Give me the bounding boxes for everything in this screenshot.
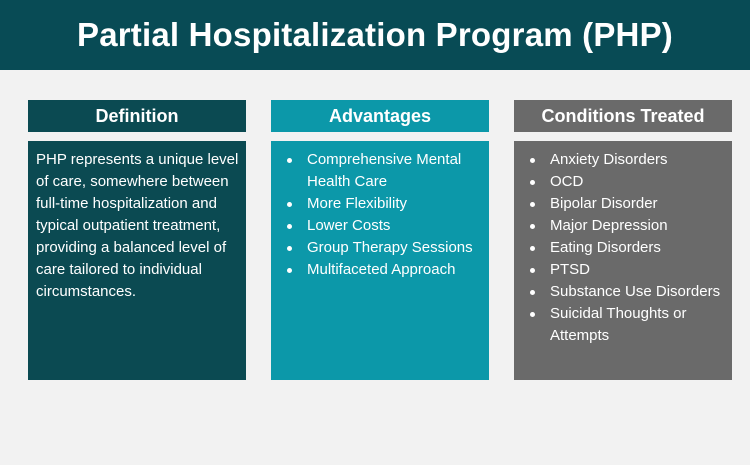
conditions-body: [514, 141, 732, 380]
condition-item: PTSD: [514, 259, 728, 281]
conditions-list: [514, 149, 728, 347]
definition-heading: Definition: [28, 100, 246, 132]
advantages-column: [271, 100, 489, 278]
condition-item: Anxiety Disorders: [514, 149, 728, 171]
condition-item: OCD: [514, 171, 728, 193]
conditions-heading: Conditions Treated: [514, 100, 732, 132]
definition-column: [28, 100, 246, 300]
title-banner: [0, 0, 750, 70]
advantages-list: [271, 149, 485, 281]
advantage-item: Group Therapy Sessions: [271, 237, 485, 259]
advantages-heading: Advantages: [271, 100, 489, 132]
definition-text: PHP represents a unique level of care, somewhere between full-time hospitalization and typical outpatient treatment, providing a balanced level of care tailored to individual circumstances.: [36, 151, 239, 300]
definition-body: [28, 141, 246, 380]
page-title: Partial Hospitalization Program (PHP): [76, 16, 673, 53]
condition-item: Suicidal Thoughts or Attempts: [514, 303, 728, 347]
advantage-item: More Flexibility: [271, 193, 485, 215]
advantage-item: Lower Costs: [271, 215, 485, 237]
condition-item: Bipolar Disorder: [514, 193, 728, 215]
condition-item: Major Depression: [514, 215, 728, 237]
condition-item: Substance Use Disorders: [514, 281, 728, 303]
advantages-body: [271, 141, 489, 380]
conditions-column: [514, 100, 732, 344]
advantage-item: Multifaceted Approach: [271, 259, 485, 281]
condition-item: Eating Disorders: [514, 237, 728, 259]
advantage-item: Comprehensive Mental Health Care: [271, 149, 485, 193]
